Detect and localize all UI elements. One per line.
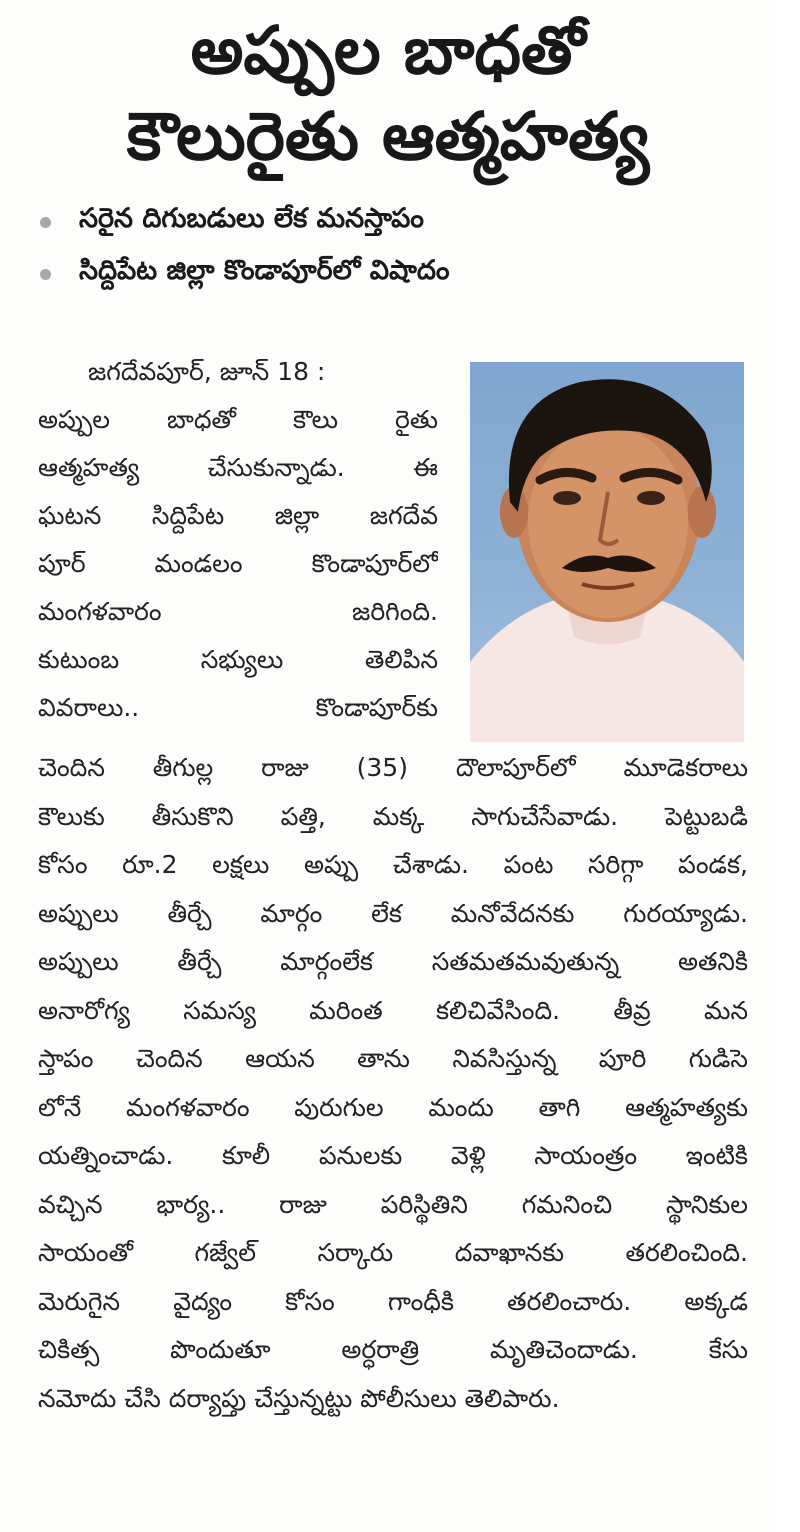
body-line: లోనే మంగళవారం పురుగుల మందు తాగి ఆత్మహత్యకు <box>38 1092 748 1122</box>
body-line-last: నమోదు చేసి దర్యాప్తు చేస్తున్నట్టు పోలీసులు తెలిపారు. <box>38 1383 560 1413</box>
body-line: యత్నించాడు. కూలీ పనులకు వెళ్లి సాయంత్రం ఇంటికి <box>38 1141 748 1170</box>
body-line: వచ్చిన భార్య.. రాజు పరిస్థితిని గమనించి స్థానికుల <box>38 1189 748 1219</box>
subheadline-bullets <box>40 196 760 300</box>
body-line: కౌలుకు తీసుకొని పత్తి, మక్క సాగుచేసేవాడు. పెట్టుబడి <box>38 801 748 831</box>
bullet-dot-icon <box>40 217 51 228</box>
bullet-dot-icon <box>40 269 51 280</box>
page-margin <box>776 0 800 1532</box>
bullet-text: సిద్దిపేట జిల్లా కొండాపూర్‌లో విషాదం <box>79 255 450 286</box>
headline <box>20 8 756 180</box>
body-line: ఆత్మహత్య చేసుకున్నాడు. ఈ <box>38 453 438 482</box>
bullet-text: సరైన దిగుబడులు లేక మనస్తాపం <box>79 203 424 234</box>
headline-line-1: అప్పుల బాధతో <box>190 12 586 89</box>
body-line: మెరుగైన వైద్యం కోసం గాంధీకి తరలించారు. అక్కడ <box>38 1286 748 1316</box>
headline-line-2: కౌలురైతు ఆత్మహత్య <box>126 98 650 175</box>
farmer-photo <box>470 362 744 742</box>
body-line: అప్పుల బాధతో కౌలు రైతు <box>38 405 438 434</box>
body-line: అనారోగ్య సమస్య మరింత కలిచివేసింది. తీవ్ర మన <box>38 995 748 1025</box>
article-body-narrow <box>38 348 438 732</box>
body-line: కోసం రూ.2 లక్షలు అప్పు చేశాడు. పంట సరిగ్గా పండక, <box>38 850 748 879</box>
body-line: సాయంతో గజ్వేల్ సర్కారు దవాఖానకు తరలించింది. <box>38 1238 748 1267</box>
body-line: కుటుంబ సభ్యులు తెలిపిన <box>38 645 438 674</box>
body-line: అప్పులు తీర్చే మార్గంలేక సతమతమవుతున్న అతనికి <box>38 947 748 976</box>
body-line: చికిత్స పొందుతూ అర్ధరాత్రి మృతిచెందాడు. కేసు <box>38 1335 748 1364</box>
body-line: వివరాలు.. కొండాపూర్‌కు <box>38 693 438 722</box>
body-line: చెందిన తీగుల్ల రాజు (35) దౌలాపూర్‌లో మూడెకరాలు <box>38 753 748 782</box>
bullet-item <box>40 248 760 300</box>
body-line: మంగళవారం జరిగింది. <box>38 597 438 626</box>
dateline: జగదేవపూర్, జూన్ 18 : <box>88 357 326 386</box>
body-line: అప్పులు తీర్చే మార్గం లేక మనోవేదనకు గురయ్యాడు. <box>38 898 748 928</box>
body-line: ఘటన సిద్దిపేట జిల్లా జగదేవ <box>38 501 438 530</box>
article-body-full <box>38 744 748 1423</box>
bullet-item <box>40 196 760 248</box>
body-line: పూర్ మండలం కొండాపూర్‌లో <box>38 549 438 578</box>
body-line: స్తాపం చెందిన ఆయన తాను నివసిస్తున్న పూరి గుడిసె <box>38 1044 748 1073</box>
portrait-illustration <box>470 362 744 742</box>
